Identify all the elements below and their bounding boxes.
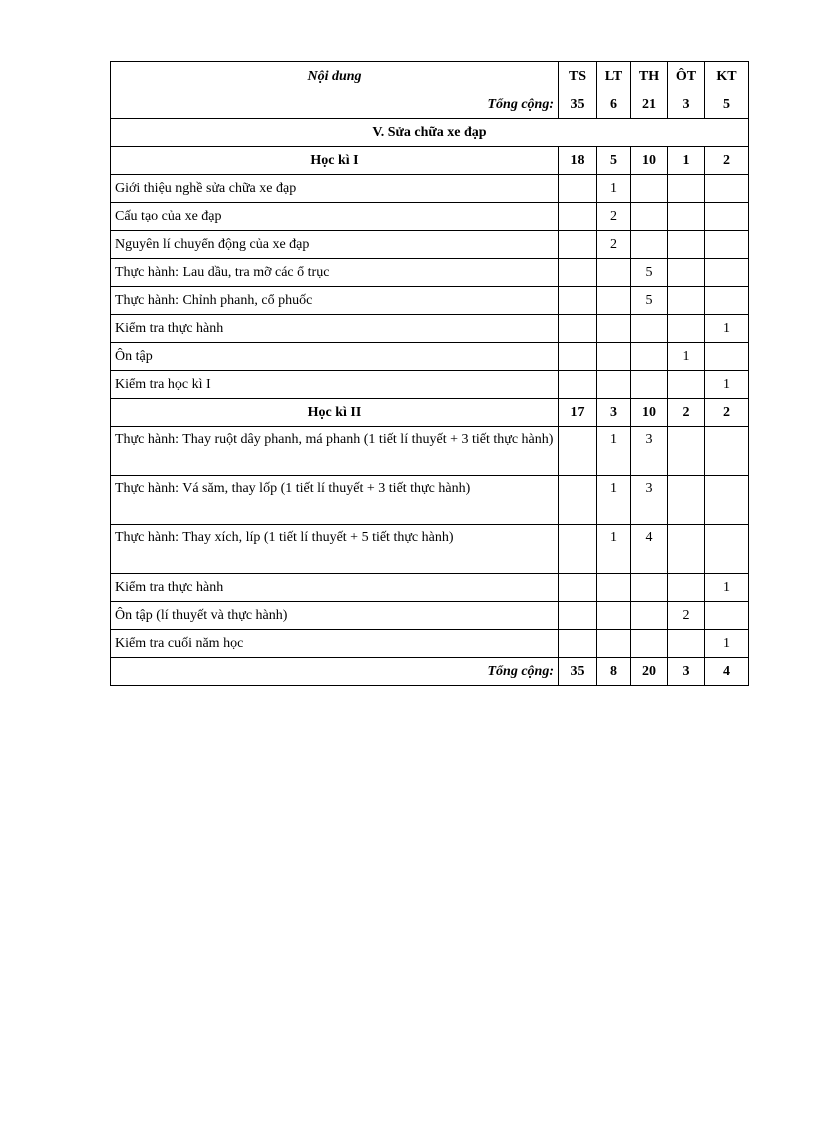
semester-2-title: Học kì II (111, 399, 559, 427)
footer-total-cell: 8 (597, 658, 631, 686)
row-value-cell: 4 (631, 525, 668, 574)
row-value-cell (668, 574, 705, 602)
row-value-cell (668, 287, 705, 315)
row-value-cell (597, 630, 631, 658)
row-value-cell (668, 203, 705, 231)
row-value-cell (559, 287, 597, 315)
row-value-cell (597, 287, 631, 315)
row-value-cell: 1 (597, 476, 631, 525)
row-value-cell (705, 287, 749, 315)
semester-2-row (111, 399, 749, 427)
row-content: Kiểm tra học kì I (111, 371, 559, 399)
curriculum-table (110, 61, 749, 686)
row-content: Thực hành: Vá săm, thay lốp (1 tiết lí thuyết + 3 tiết thực hành) (111, 476, 559, 525)
footer-total-cell: 3 (668, 658, 705, 686)
row-content: Cấu tạo của xe đạp (111, 203, 559, 231)
semester-2-total-cell: 2 (705, 399, 749, 427)
content-column-header: Nội dung (111, 62, 559, 91)
row-value-cell: 2 (597, 231, 631, 259)
section-title: V. Sửa chữa xe đạp (111, 119, 749, 147)
row-value-cell (705, 476, 749, 525)
row-value-cell (631, 203, 668, 231)
row-value-cell (668, 231, 705, 259)
row-value-cell (668, 259, 705, 287)
row-value-cell: 3 (631, 427, 668, 476)
column-header-th: TH (631, 62, 668, 91)
footer-total-cell: 4 (705, 658, 749, 686)
row-value-cell (631, 602, 668, 630)
table-row (111, 231, 749, 259)
table-row (111, 602, 749, 630)
column-header-ot: ÔT (668, 62, 705, 91)
row-value-cell (668, 476, 705, 525)
row-value-cell (705, 525, 749, 574)
row-value-cell (705, 231, 749, 259)
row-value-cell (631, 315, 668, 343)
row-content: Kiểm tra thực hành (111, 315, 559, 343)
semester-1-total-cell: 10 (631, 147, 668, 175)
footer-total-cell: 35 (559, 658, 597, 686)
row-content: Thực hành: Thay ruột dây phanh, má phanh (1 tiết lí thuyết + 3 tiết thực hành) (111, 427, 559, 476)
table-row (111, 574, 749, 602)
row-content: Thực hành: Chỉnh phanh, cổ phuốc (111, 287, 559, 315)
row-value-cell (559, 231, 597, 259)
semester-2-total-cell: 3 (597, 399, 631, 427)
table-row (111, 630, 749, 658)
footer-total-label: Tổng cộng: (111, 658, 559, 686)
row-value-cell (668, 175, 705, 203)
semester-2-total-cell: 10 (631, 399, 668, 427)
row-value-cell: 1 (597, 427, 631, 476)
row-value-cell (559, 259, 597, 287)
row-value-cell (631, 231, 668, 259)
table-row (111, 259, 749, 287)
row-value-cell: 5 (631, 287, 668, 315)
row-value-cell (668, 525, 705, 574)
row-value-cell (597, 574, 631, 602)
row-value-cell: 5 (631, 259, 668, 287)
row-content: Ôn tập (lí thuyết và thực hành) (111, 602, 559, 630)
table-row (111, 203, 749, 231)
row-content: Nguyên lí chuyển động của xe đạp (111, 231, 559, 259)
row-value-cell (705, 259, 749, 287)
table-row (111, 371, 749, 399)
row-value-cell (597, 343, 631, 371)
section-row (111, 119, 749, 147)
row-content: Kiểm tra thực hành (111, 574, 559, 602)
footer-total-row (111, 658, 749, 686)
header-total-ot: 3 (668, 90, 705, 119)
column-header-ts: TS (559, 62, 597, 91)
row-value-cell (705, 203, 749, 231)
semester-1-total-cell: 5 (597, 147, 631, 175)
row-value-cell (559, 630, 597, 658)
semester-1-title: Học kì I (111, 147, 559, 175)
row-value-cell (705, 427, 749, 476)
semester-2-total-cell: 17 (559, 399, 597, 427)
row-value-cell (705, 602, 749, 630)
row-value-cell (559, 203, 597, 231)
row-value-cell (631, 630, 668, 658)
semester-2-total-cell: 2 (668, 399, 705, 427)
semester-1-row (111, 147, 749, 175)
footer-total-cell: 20 (631, 658, 668, 686)
row-value-cell (559, 427, 597, 476)
table-row (111, 175, 749, 203)
row-value-cell (559, 476, 597, 525)
table-row (111, 287, 749, 315)
row-value-cell: 1 (705, 371, 749, 399)
row-value-cell: 3 (631, 476, 668, 525)
row-content: Kiểm tra cuối năm học (111, 630, 559, 658)
row-content: Thực hành: Lau dầu, tra mỡ các ổ trục (111, 259, 559, 287)
semester-1-total-cell: 18 (559, 147, 597, 175)
row-value-cell (559, 315, 597, 343)
column-header-lt: LT (597, 62, 631, 91)
row-value-cell: 1 (705, 574, 749, 602)
row-content: Giới thiệu nghề sửa chữa xe đạp (111, 175, 559, 203)
header-total-th: 21 (631, 90, 668, 119)
table-row (111, 315, 749, 343)
row-value-cell (631, 343, 668, 371)
row-value-cell (597, 315, 631, 343)
table-row (111, 476, 749, 525)
table-row (111, 343, 749, 371)
semester-1-total-cell: 2 (705, 147, 749, 175)
row-value-cell: 1 (668, 343, 705, 371)
header-total-row (111, 90, 749, 119)
header-row (111, 62, 749, 91)
table-row (111, 427, 749, 476)
header-total-label: Tổng cộng: (111, 90, 559, 119)
row-value-cell: 1 (705, 315, 749, 343)
row-value-cell (668, 315, 705, 343)
row-value-cell (631, 175, 668, 203)
header-total-ts: 35 (559, 90, 597, 119)
semester-1-total-cell: 1 (668, 147, 705, 175)
row-value-cell (597, 602, 631, 630)
row-value-cell: 1 (597, 175, 631, 203)
row-value-cell (559, 602, 597, 630)
row-value-cell (631, 574, 668, 602)
row-value-cell (668, 630, 705, 658)
row-value-cell (631, 371, 668, 399)
row-value-cell (559, 343, 597, 371)
row-value-cell (705, 343, 749, 371)
row-value-cell: 1 (597, 525, 631, 574)
row-content: Thực hành: Thay xích, líp (1 tiết lí thuyết + 5 tiết thực hành) (111, 525, 559, 574)
row-value-cell (559, 574, 597, 602)
row-value-cell (597, 371, 631, 399)
row-value-cell (668, 371, 705, 399)
header-total-kt: 5 (705, 90, 749, 119)
row-value-cell: 2 (668, 602, 705, 630)
row-value-cell (559, 371, 597, 399)
row-value-cell (705, 175, 749, 203)
row-value-cell (559, 525, 597, 574)
table-row (111, 525, 749, 574)
row-value-cell: 2 (597, 203, 631, 231)
row-value-cell: 1 (705, 630, 749, 658)
row-value-cell (559, 175, 597, 203)
header-total-lt: 6 (597, 90, 631, 119)
row-value-cell (597, 259, 631, 287)
row-content: Ôn tập (111, 343, 559, 371)
row-value-cell (668, 427, 705, 476)
column-header-kt: KT (705, 62, 749, 91)
